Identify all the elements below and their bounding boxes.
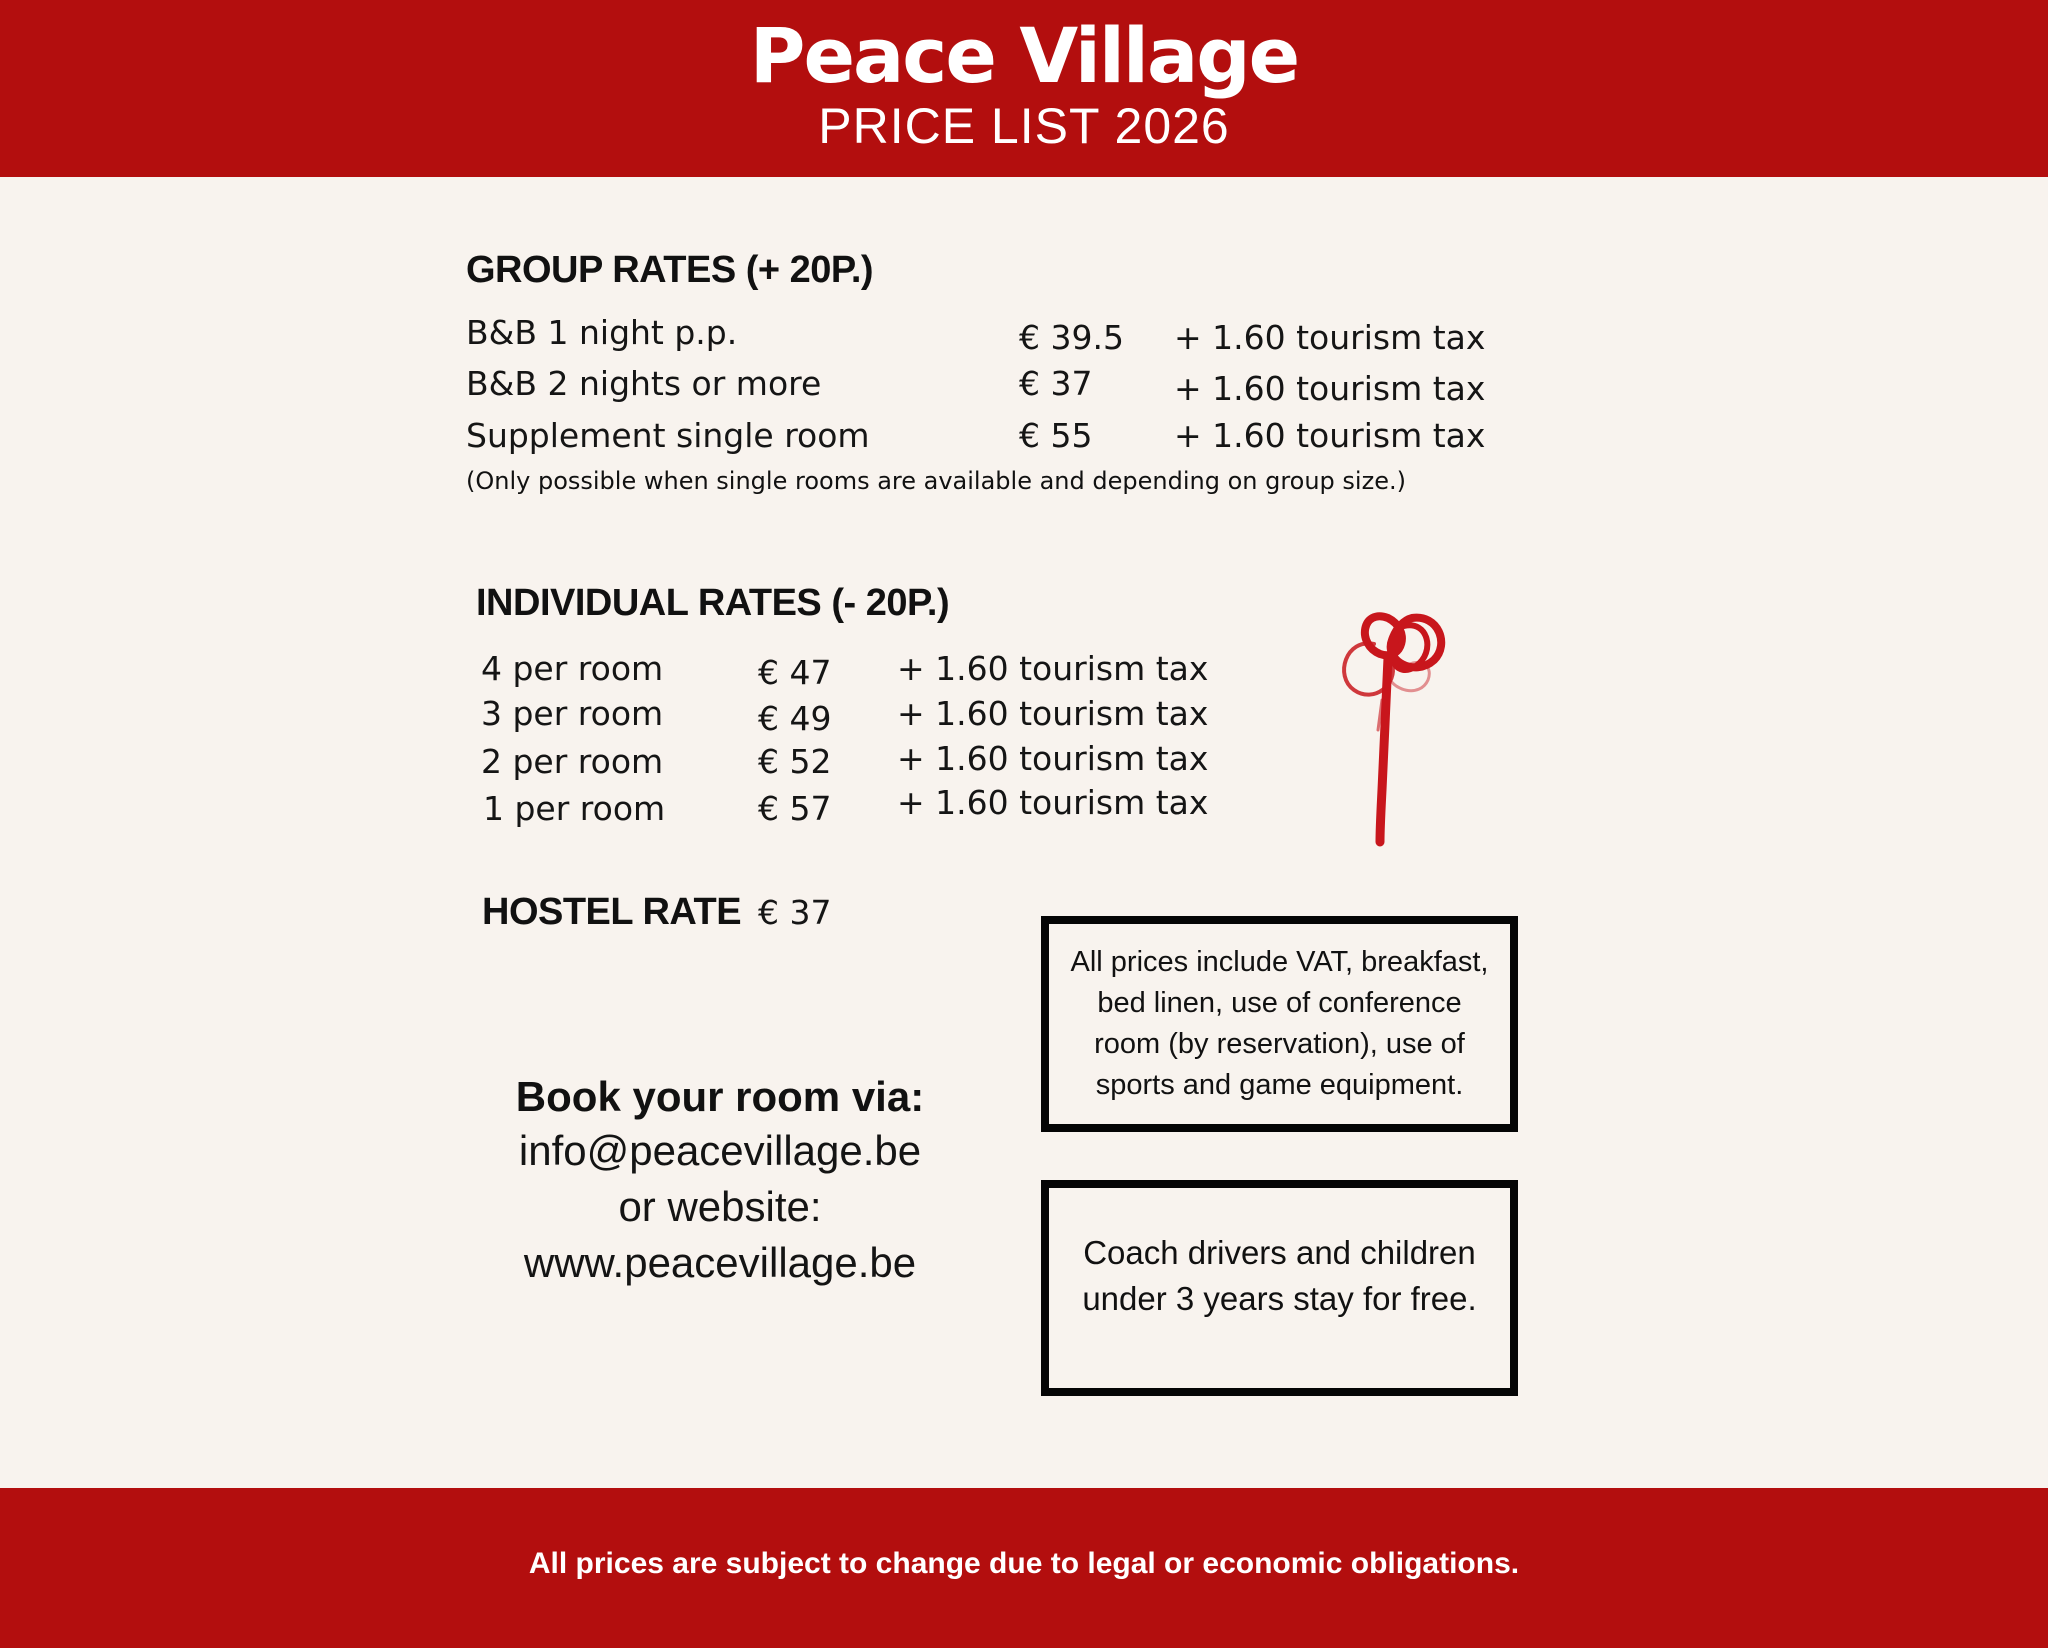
group-rate-label: Supplement single room [466,416,870,455]
single-room-note: (Only possible when single rooms are available and depending on group size.) [466,467,1406,495]
individual-rate-label: 1 per room [483,789,666,828]
group-rate-tax: + 1.60 tourism tax [1174,318,1486,357]
individual-rate-price: € 52 [758,742,832,781]
group-rate-price: € 55 [1019,416,1093,455]
prices-include-line: All prices include VAT, breakfast, [1070,946,1489,978]
prices-include-line: sports and game equipment. [1095,1069,1464,1101]
free-stay-line: Coach drivers and children [1083,1234,1476,1271]
individual-rate-label: 4 per room [481,649,664,688]
free-stay-box [1041,1180,1518,1396]
group-rate-label: B&B 2 nights or more [466,364,822,403]
hostel-rate-price: € 37 [758,893,832,932]
individual-rates-title: INDIVIDUAL RATES (- 20P.) [476,582,950,624]
price-list-subtitle: PRICE LIST 2026 [818,98,1230,154]
individual-rate-label: 3 per room [481,694,664,733]
prices-include-line: room (by reservation), use of [1094,1028,1465,1060]
individual-rate-tax: + 1.60 tourism tax [897,739,1209,778]
individual-rate-tax: + 1.60 tourism tax [897,694,1209,733]
group-rate-label: B&B 1 night p.p. [466,313,738,352]
prices-include-box [1041,916,1518,1132]
booking-website-link[interactable]: www.peacevillage.be [523,1239,917,1286]
individual-rate-price: € 57 [758,789,832,828]
prices-include-line: bed linen, use of conference [1097,987,1462,1019]
group-rate-tax: + 1.60 tourism tax [1174,369,1486,408]
hostel-rate-title: HOSTEL RATE [482,891,742,933]
individual-rate-price: € 49 [758,699,832,738]
group-rate-tax: + 1.60 tourism tax [1174,416,1486,455]
booking-heading: Book your room via: [515,1073,925,1120]
free-stay-line: under 3 years stay for free. [1082,1280,1477,1317]
booking-email-link[interactable]: info@peacevillage.be [518,1127,922,1174]
group-rates-title: GROUP RATES (+ 20P.) [466,249,874,291]
individual-rate-label: 2 per room [481,742,664,781]
group-rate-price: € 37 [1019,364,1093,403]
red-flower-scribble-icon [1300,580,1480,860]
booking-or-website-text: or website: [618,1183,822,1230]
group-rate-price: € 39.5 [1019,318,1124,357]
individual-rate-price: € 47 [758,653,832,692]
brand-title: Peace Village [749,11,1299,100]
individual-rate-tax: + 1.60 tourism tax [897,649,1209,688]
footer-disclaimer: All prices are subject to change due to legal or economic obligations. [528,1547,1520,1580]
individual-rate-tax: + 1.60 tourism tax [897,783,1209,822]
